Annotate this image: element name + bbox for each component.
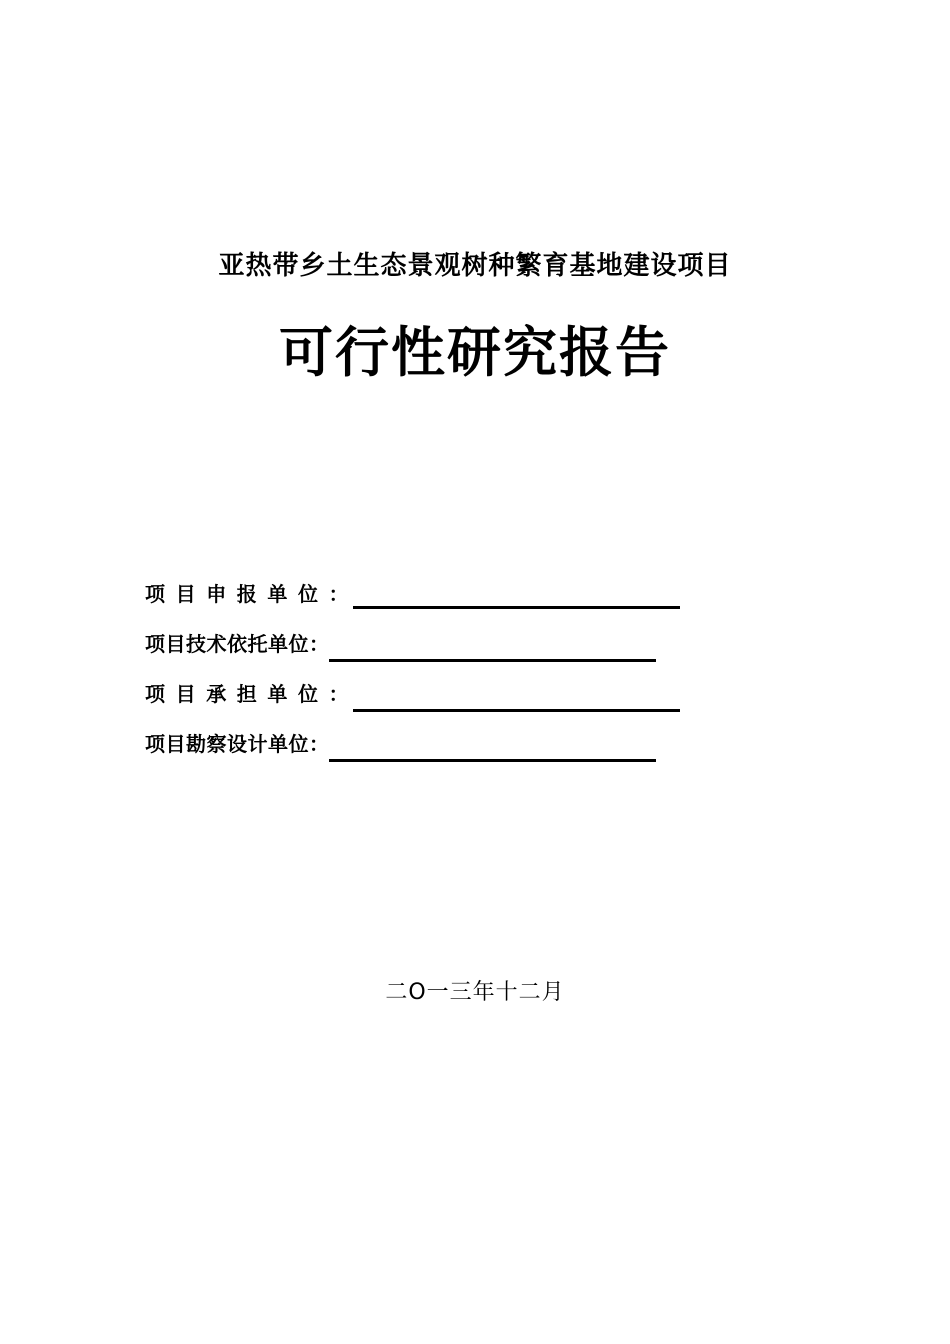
field-technical-support-unit <box>145 626 656 658</box>
field-undertaking-unit <box>145 676 680 708</box>
field-colon: ： <box>309 732 329 756</box>
field-label: 项目申报单位 <box>145 582 329 606</box>
field-applicant-unit <box>145 576 680 608</box>
field-colon: ： <box>328 582 349 606</box>
field-survey-design-unit <box>145 726 656 758</box>
field-underline[interactable] <box>353 709 680 712</box>
field-underline[interactable] <box>353 606 680 609</box>
report-title: 可行性研究报告 <box>279 321 671 384</box>
field-colon: ： <box>328 682 349 706</box>
field-label: 项目技术依托单位 <box>145 632 309 656</box>
field-underline[interactable] <box>329 659 656 662</box>
project-subtitle: 亚热带乡土生态景观树种繁育基地建设项目 <box>218 251 732 281</box>
field-label: 项目承担单位 <box>145 682 329 706</box>
report-date: 二O一三年十二月 <box>385 980 565 1005</box>
field-underline[interactable] <box>329 759 656 762</box>
field-label: 项目勘察设计单位 <box>145 732 309 756</box>
field-colon: ： <box>309 632 329 656</box>
